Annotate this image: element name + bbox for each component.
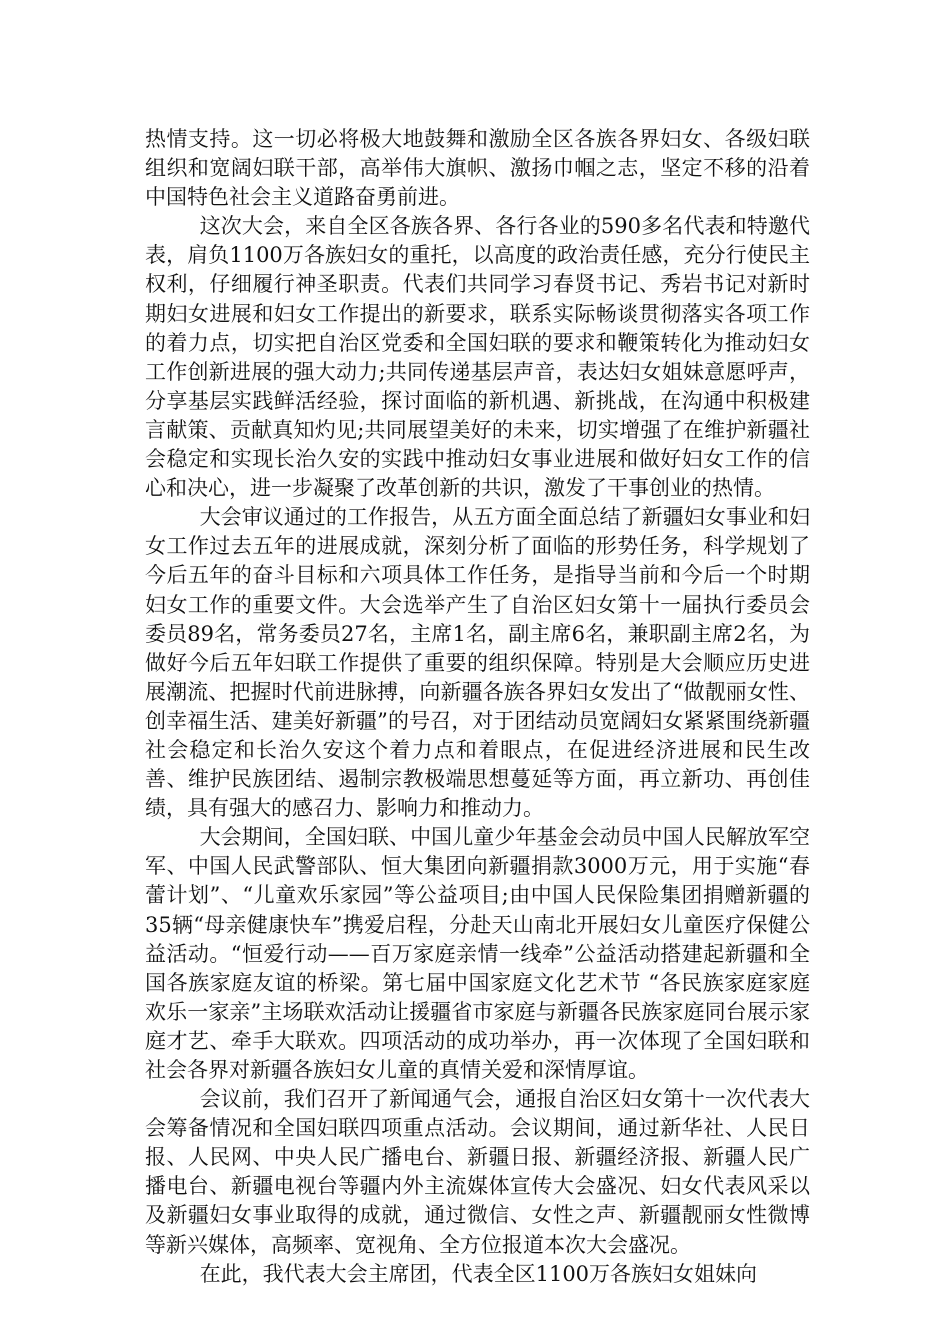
paragraph-work-report: 大会审议通过的工作报告，从五方面全面总结了新疆妇女事业和妇女工作过去五年的进展成就，深刻分析了面临的形势任务，科学规划了今后五年的奋斗目标和六项具体工作任务，是指导当前和今后一个时期妇女工作的重要文件。大会选举产生了自治区妇女第十一届执行委员会委员89名，常务委员27名，主席1名，副主席6名，兼职副主席2名，为做好今后五年妇联工作提供了重要的组织保障。特别是大会顺应历史进展潮流、把握时代前进脉搏，向新疆各族各界妇女发出了“做靓丽女性、创幸福生活、建美好新疆”的号召，对于团结动员宽阔妇女紧紧围绕新疆社会稳定和长治久安这个着力点和着眼点，在促进经济进展和民生改善、维护民族团结、遏制宗教极端思想蔓延等方面，再立新功、再创佳绩，具有强大的感召力、影响力和推动力。	[145, 505, 810, 821]
paragraph-closing: 在此，我代表大会主席团，代表全区1100万各族妇女姐妹向	[199, 1261, 758, 1286]
document-page	[145, 125, 810, 1289]
paragraph-congress-activities: 大会期间，全国妇联、中国儿童少年基金会动员中国人民解放军空军、中国人民武警部队、恒大集团向新疆捐款3000万元，用于实施“春蕾计划”、“儿童欢乐家园”等公益项目;由中国人民保险集团捐赠新疆的35辆“母亲健康快车”携爱启程，分赴天山南北开展妇女儿童医疗保健公益活动。“恒爱行动——百万家庭亲情一线牵”公益活动搭建起新疆和全国各族家庭友谊的桥梁。第七届中国家庭文化艺术节 “各民族家庭家庭欢乐一家亲”主场联欢活动让援疆省市家庭与新疆各民族家庭同台展示家庭才艺、牵手大联欢。四项活动的成功举办，再一次体现了全国妇联和社会各界对新疆各族妇女儿童的真情关爱和深情厚谊。	[145, 825, 810, 1082]
paragraph-continuation: 热情支持。这一切必将极大地鼓舞和激励全区各族各界妇女、各级妇联组织和宽阔妇联干部，高举伟大旗帜、激扬巾帼之志，坚定不移的沿着中国特色社会主义道路奋勇前进。	[145, 127, 810, 210]
paragraph-media-coverage: 会议前，我们召开了新闻通气会，通报自治区妇女第十一次代表大会筹备情况和全国妇联四项重点活动。会议期间，通过新华社、人民日报、人民网、中央人民广播电台、新疆日报、新疆经济报、新疆人民广播电台、新疆电视台等疆内外主流媒体宣传大会盛况、妇女代表风采以及新疆妇女事业取得的成就，通过微信、女性之声、新疆靓丽女性微博等新兴媒体，高频率、宽视角、全方位报道本次大会盛况。	[145, 1087, 810, 1257]
paragraph-congress-delegates: 这次大会，来自全区各族各界、各行各业的590多名代表和特邀代表，肩负1100万各族妇女的重托，以高度的政治责任感，充分行使民主权利，仔细履行神圣职责。代表们共同学习春贤书记、秀岩书记对新时期妇女进展和妇女工作提出的新要求，联系实际畅谈贯彻落实各项工作的着力点，切实把自治区党委和全国妇联的要求和鞭策转化为推动妇女工作创新进展的强大动力;共同传递基层声音，表达妇女姐妹意愿呼声，分享基层实践鲜活经验，探讨面临的新机遇、新挑战，在沟通中积极建言献策、贡献真知灼见;共同展望美好的未来，切实增强了在维护新疆社会稳定和实现长治久安的实践中推动妇女事业进展和做好妇女工作的信心和决心，进一步凝聚了改革创新的共识，激发了干事创业的热情。	[145, 214, 810, 501]
